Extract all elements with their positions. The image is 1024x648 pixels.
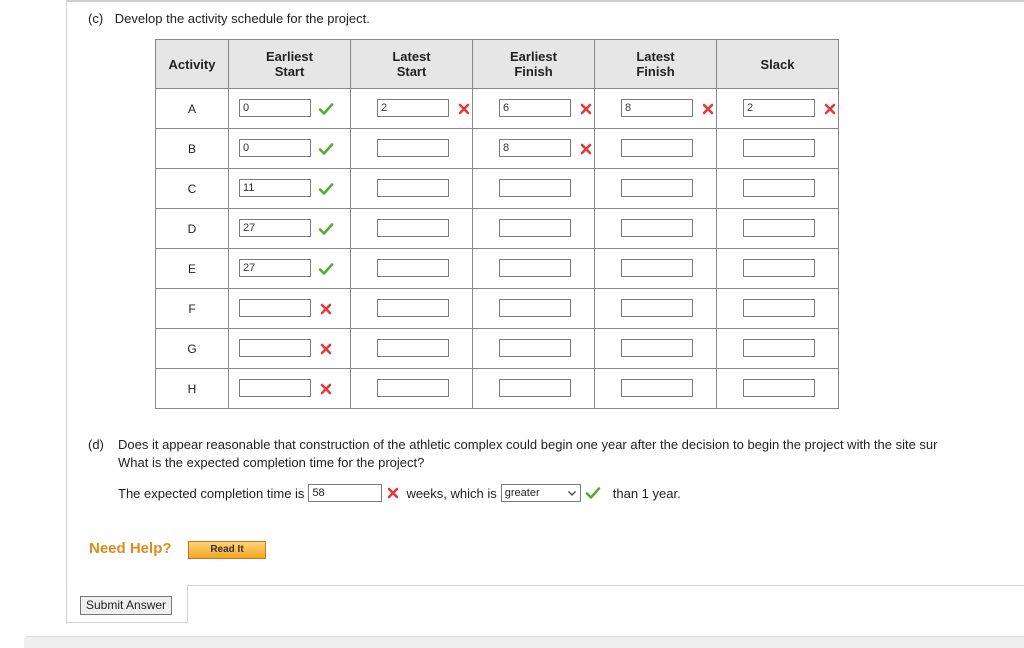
frame-left-border [66,0,67,624]
latest-finish-input[interactable] [621,379,693,397]
table-row [156,129,839,169]
table-row [156,249,839,289]
earliest-finish-input[interactable] [499,259,571,277]
table-row [156,209,839,249]
cross-icon [318,381,334,397]
earliest-start-cell [229,89,351,129]
earliest-start-input[interactable]: 11 [239,179,311,197]
slack-input[interactable] [743,299,815,317]
slack-cell [717,329,839,369]
earliest-start-input[interactable] [239,339,311,357]
header-activity: Activity [156,40,229,89]
slack-cell [717,89,839,129]
earliest-start-input[interactable]: 0 [239,139,311,157]
latest-start-input[interactable] [377,299,449,317]
earliest-start-cell [229,249,351,289]
cross-icon [578,141,594,157]
latest-start-input[interactable] [377,339,449,357]
activity-label: B [156,129,229,169]
activity-label: C [156,169,229,209]
cross-icon [822,101,838,117]
latest-start-cell [351,129,473,169]
latest-finish-input[interactable] [621,339,693,357]
comparison-selected-value: greater [504,487,540,499]
latest-finish-input[interactable] [621,179,693,197]
table-row [156,369,839,409]
earliest-start-cell [229,369,351,409]
latest-finish-cell [595,289,717,329]
slack-input[interactable] [743,179,815,197]
check-icon [318,181,334,197]
latest-start-cell [351,209,473,249]
latest-start-input[interactable] [377,379,449,397]
activity-label: G [156,329,229,369]
latest-start-cell [351,249,473,289]
earliest-finish-cell [473,369,595,409]
latest-finish-input[interactable] [621,259,693,277]
earliest-start-input[interactable] [239,379,311,397]
latest-finish-input[interactable]: 8 [621,99,693,117]
comparison-select[interactable] [501,484,581,502]
read-it-button[interactable]: Read It [188,541,266,559]
earliest-finish-input[interactable]: 6 [499,99,571,117]
answer-line [118,484,681,502]
latest-start-cell [351,169,473,209]
earliest-start-cell [229,169,351,209]
earliest-start-input[interactable]: 0 [239,99,311,117]
check-icon [318,221,334,237]
slack-input[interactable] [743,339,815,357]
activity-label: D [156,209,229,249]
latest-start-input[interactable] [377,219,449,237]
slack-input[interactable] [743,219,815,237]
earliest-finish-cell [473,129,595,169]
table-row [156,169,839,209]
latest-start-cell [351,329,473,369]
slack-input[interactable]: 2 [743,99,815,117]
earliest-finish-input[interactable] [499,219,571,237]
earliest-finish-cell [473,329,595,369]
cross-icon [456,101,472,117]
table-row [156,89,839,129]
earliest-finish-cell [473,169,595,209]
header-earliest-finish: Earliest Finish [473,40,595,89]
cross-icon [578,101,594,117]
header-latest-start: Latest Start [351,40,473,89]
earliest-finish-input[interactable] [499,299,571,317]
earliest-start-cell [229,209,351,249]
section-d-question [88,436,1024,472]
latest-start-input[interactable] [377,139,449,157]
check-icon [318,261,334,277]
answer-prefix: The expected completion time is [118,485,305,501]
table-row [156,329,839,369]
section-c-tag: (c) [88,11,104,26]
submit-answer-button[interactable]: Submit Answer [80,596,172,615]
need-help-label: Need Help? [89,540,172,557]
latest-finish-cell [595,169,717,209]
latest-finish-cell [595,89,717,129]
check-icon [318,101,334,117]
latest-start-input[interactable] [377,259,449,277]
slack-cell [717,369,839,409]
answer-mid: weeks, which is [406,485,497,501]
top-border [67,0,1024,2]
table-row [156,289,839,329]
earliest-start-cell [229,289,351,329]
cross-icon [700,101,716,117]
earliest-finish-cell [473,209,595,249]
header-earliest-start: Earliest Start [229,40,351,89]
table-header-row [156,40,839,89]
slack-input[interactable] [743,259,815,277]
earliest-finish-cell [473,89,595,129]
activity-label: E [156,249,229,289]
section-c-text: Develop the activity schedule for the project. [114,11,370,26]
comparison-check-icon [585,486,601,500]
slack-cell [717,249,839,289]
latest-finish-cell [595,369,717,409]
earliest-finish-input[interactable] [499,179,571,197]
activity-label: A [156,89,229,129]
earliest-start-input[interactable]: 27 [239,219,311,237]
latest-finish-input[interactable] [621,299,693,317]
check-icon [318,141,334,157]
activity-label: F [156,289,229,329]
activity-schedule-table [155,39,839,409]
latest-finish-cell [595,129,717,169]
earliest-finish-input[interactable] [499,339,571,357]
section-d-tag: (d) [88,437,104,452]
slack-cell [717,129,839,169]
latest-finish-cell [595,249,717,289]
earliest-start-cell [229,129,351,169]
header-latest-finish: Latest Finish [595,40,717,89]
cross-icon [318,301,334,317]
section-d-line2: What is the expected completion time for the project? [118,455,425,470]
latest-start-cell [351,89,473,129]
earliest-start-input[interactable]: 27 [239,259,311,277]
earliest-start-cell [229,329,351,369]
earliest-finish-cell [473,289,595,329]
earliest-finish-input[interactable] [499,379,571,397]
latest-start-input[interactable] [377,179,449,197]
cross-icon [318,341,334,357]
latest-finish-input[interactable] [621,219,693,237]
slack-cell [717,289,839,329]
answer-suffix: than 1 year. [612,485,681,501]
completion-time-input[interactable]: 58 [308,484,382,502]
slack-cell [717,169,839,209]
earliest-finish-input[interactable]: 8 [499,139,571,157]
section-d-line1: Does it appear reasonable that construction of the athletic complex could begin one year after the decision to begin the project with the site sur [118,437,938,452]
latest-start-cell [351,369,473,409]
slack-cell [717,209,839,249]
horizontal-scrollbar[interactable] [24,636,1024,648]
activity-label: H [156,369,229,409]
slack-input[interactable] [743,139,815,157]
latest-finish-cell [595,209,717,249]
header-slack: Slack [717,40,839,89]
latest-finish-input[interactable] [621,139,693,157]
earliest-start-input[interactable] [239,299,311,317]
latest-start-cell [351,289,473,329]
chevron-down-icon [567,488,577,498]
section-c-prompt [88,11,370,26]
divider-line [188,585,1024,586]
earliest-finish-cell [473,249,595,289]
latest-start-input[interactable]: 2 [377,99,449,117]
completion-cross-icon [386,486,400,500]
slack-input[interactable] [743,379,815,397]
latest-finish-cell [595,329,717,369]
